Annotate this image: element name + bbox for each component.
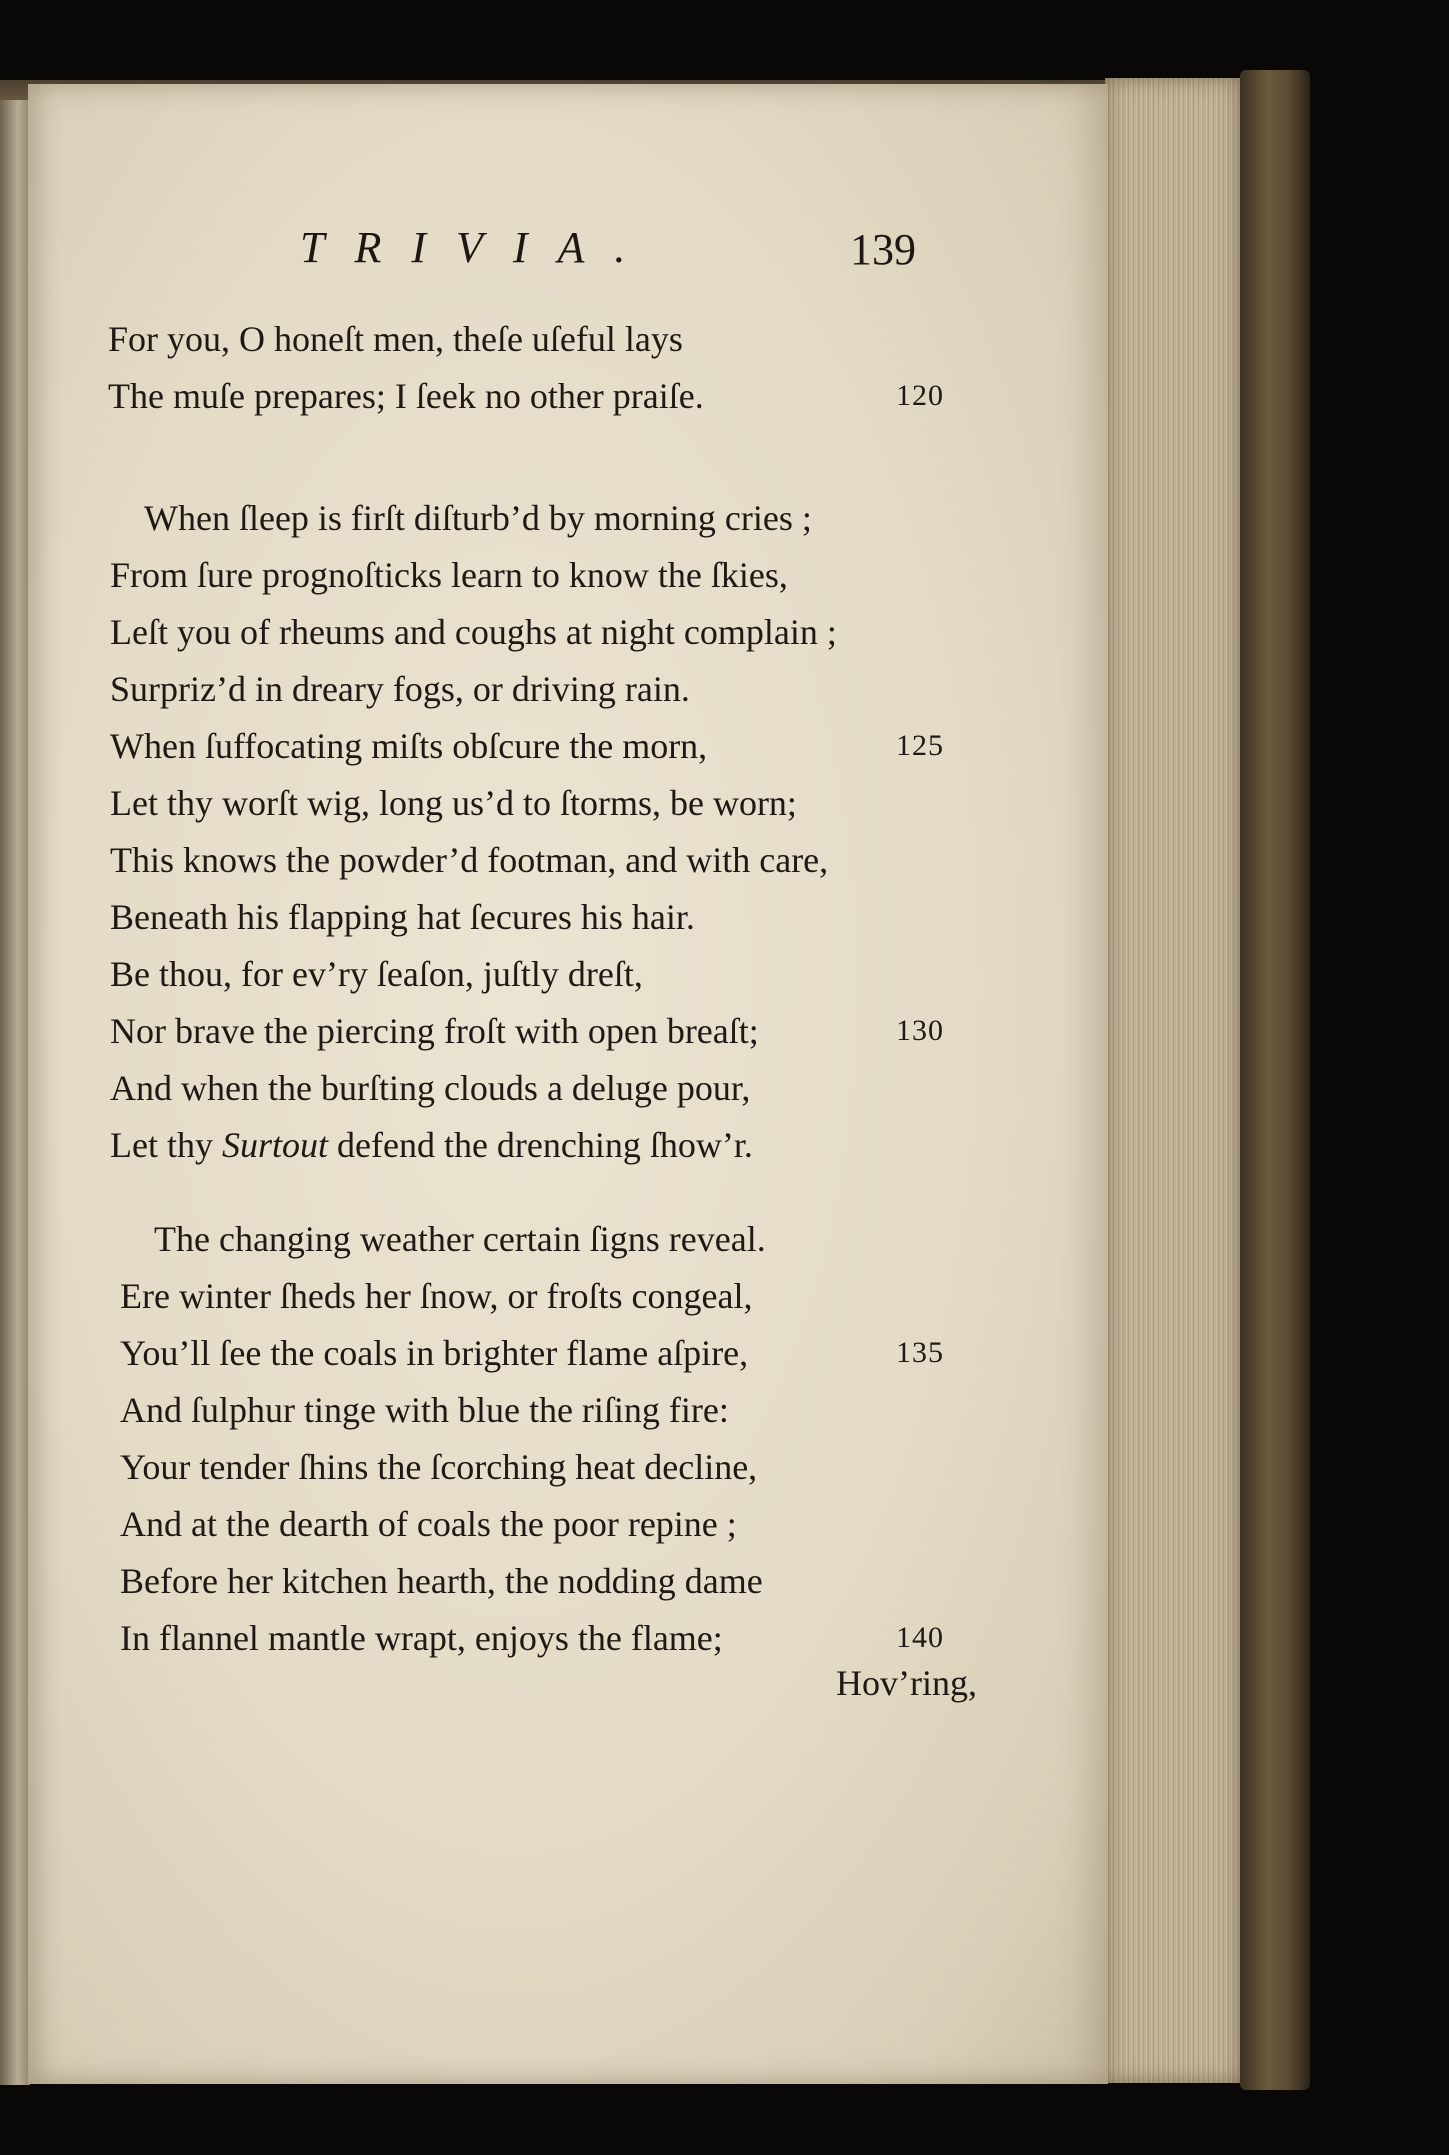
facing-page-edge — [0, 100, 30, 2085]
verse-line — [120, 1560, 763, 1602]
verse-text: Ere winter ſheds her ſnow, or froſts congeal, — [120, 1276, 753, 1316]
verse-text: Be thou, for ev’ry ſeaſon, juſtly dreſt, — [110, 954, 643, 994]
verse-line — [110, 1010, 759, 1052]
running-title: TRIVIA. — [300, 223, 656, 272]
verse-line — [110, 839, 828, 881]
line-number: 140 — [896, 1621, 944, 1654]
verse-text: Leſt you of rheums and coughs at night complain ; — [110, 612, 837, 652]
page-number: 139 — [850, 225, 916, 274]
line-number: 130 — [896, 1014, 944, 1047]
verse-text: The changing weather certain ſigns reveal. — [154, 1219, 766, 1259]
verse-text: Nor brave the piercing froſt with open breaſt; — [110, 1011, 759, 1051]
verse-text: Beneath his flapping hat ſecures his hair. — [110, 897, 695, 937]
verse-text: Let thy worſt wig, long us’d to ſtorms, be worn; — [110, 783, 797, 823]
verse-line — [154, 1218, 766, 1260]
running-head — [300, 222, 980, 282]
verse-line — [110, 611, 837, 653]
verse-emphasis: Surtout — [221, 1125, 328, 1165]
verse-text: For you, O honeſt men, theſe uſeful lays — [108, 319, 683, 359]
verse-text: Before her kitchen hearth, the nodding dame — [120, 1561, 763, 1601]
verse-line — [120, 1275, 752, 1317]
verse-line — [110, 554, 788, 596]
verse-line — [120, 1446, 757, 1488]
verse-line — [110, 725, 707, 767]
verse-line — [120, 1503, 737, 1545]
verse-line — [120, 1617, 723, 1659]
catchword: Hov’ring, — [836, 1663, 977, 1703]
verse-text: You’ll ſee the coals in brighter flame aſpire, — [120, 1333, 749, 1373]
verse-line — [110, 896, 695, 938]
verse-line — [110, 668, 690, 710]
verse-text: Surpriz’d in dreary fogs, or driving rain. — [110, 669, 690, 709]
verse-line — [110, 953, 643, 995]
verse-text: And ſulphur tinge with blue the riſing fire: — [120, 1390, 729, 1430]
verse-line — [120, 1389, 729, 1431]
verse-text: And when the burſting clouds a deluge pour, — [110, 1068, 751, 1108]
verse-text: In flannel mantle wrapt, enjoys the flame; — [120, 1618, 723, 1658]
verse-line — [108, 375, 704, 417]
verse-text: And at the dearth of coals the poor repine ; — [120, 1504, 737, 1544]
line-number: 125 — [896, 729, 944, 762]
verse-text: Let thy — [110, 1125, 222, 1165]
verse-line — [110, 1124, 753, 1166]
verse-text: Your tender ſhins the ſcorching heat decline, — [120, 1447, 758, 1487]
verse-text: From ſure prognoſticks learn to know the ſkies, — [110, 555, 788, 595]
verse-line — [120, 1332, 748, 1374]
book-cover-right — [1240, 70, 1310, 2090]
line-number: 135 — [896, 1336, 944, 1369]
verse-text: This knows the powder’d footman, and with care, — [110, 840, 829, 880]
verse-line — [108, 318, 683, 360]
verse-text: defend the drenching ſhow’r. — [328, 1125, 753, 1165]
verse-text: The muſe prepares; I ſeek no other praiſe. — [108, 376, 704, 416]
verse-text: When ſleep is firſt diſturb’d by morning cries ; — [144, 498, 812, 538]
line-number: 120 — [896, 379, 944, 412]
page-fore-edge — [1105, 78, 1240, 2083]
verse-text: When ſuffocating miſts obſcure the morn, — [110, 726, 708, 766]
verse-line — [110, 1067, 750, 1109]
verse-line — [144, 497, 812, 539]
verse-line — [110, 782, 797, 824]
